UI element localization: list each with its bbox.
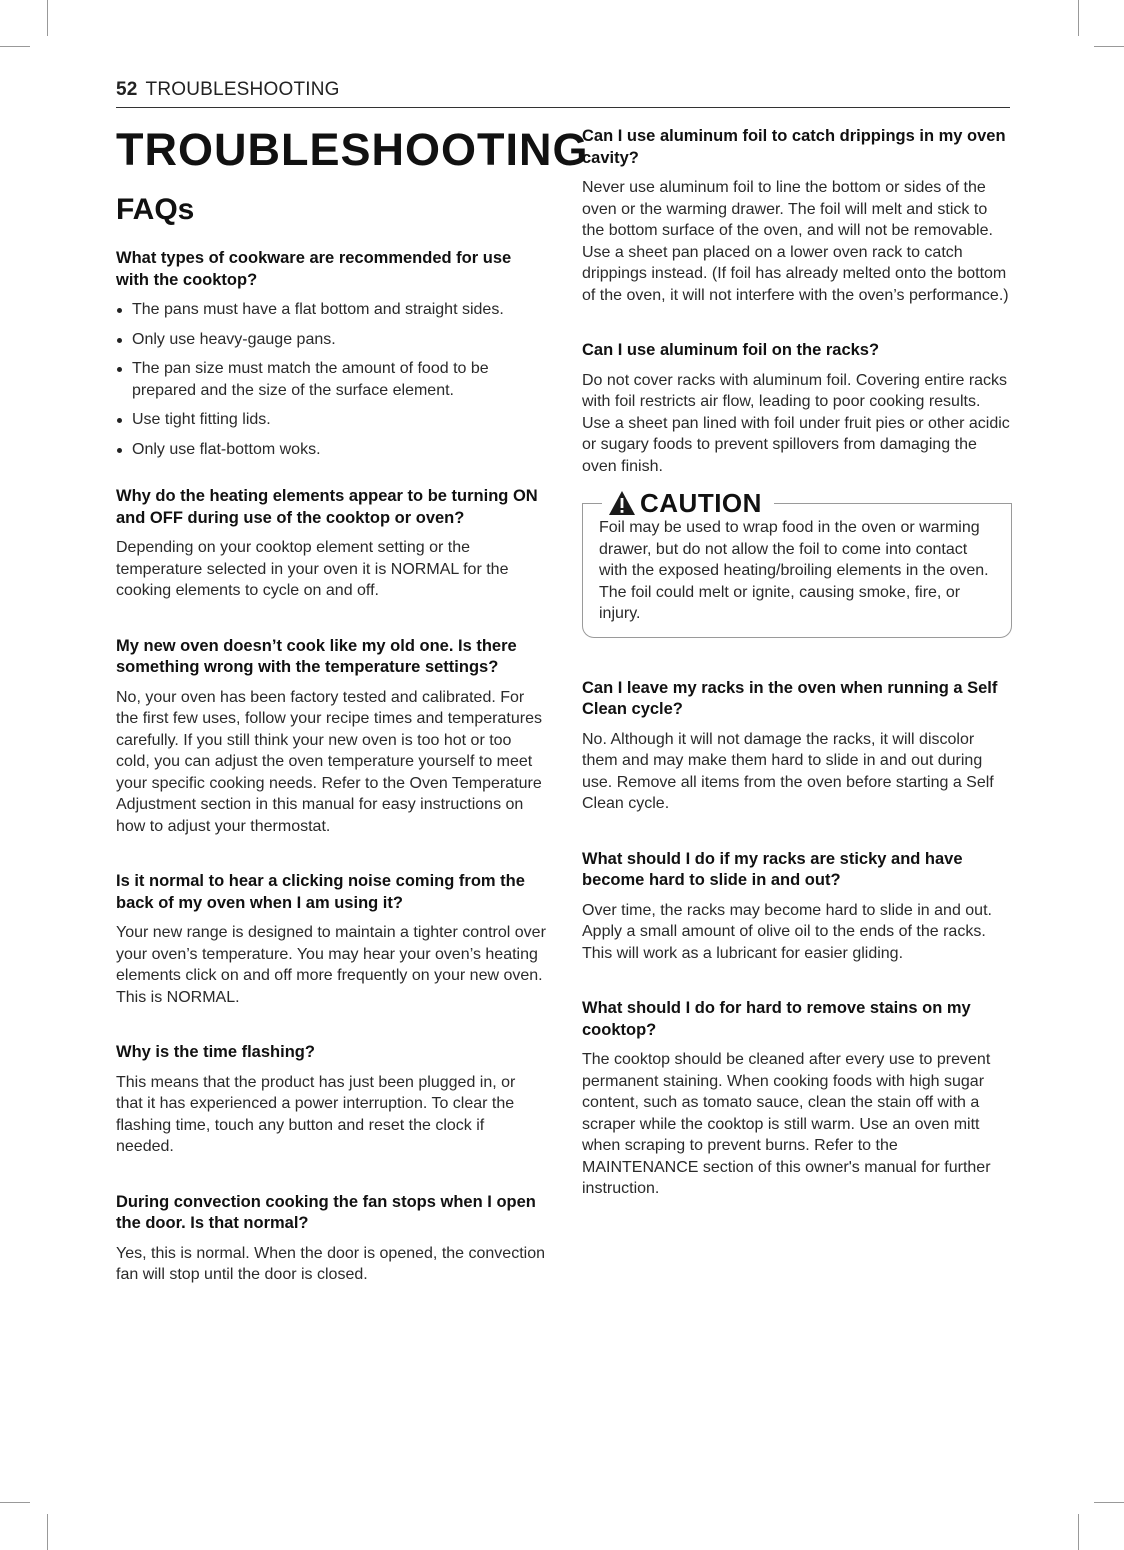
caution-header [582,489,1012,517]
faq-answer: Your new range is designed to maintain a tighter control over your oven’s temperature. You may hear your oven’s heating elements click on and off more frequently on your new oven. This is NORMAL. [116,924,546,1006]
crop-mark [47,1514,48,1550]
divider [774,503,1012,504]
crop-mark [47,0,48,36]
crop-mark [1094,46,1124,47]
faq-heating-elements [116,486,546,602]
faq-question: Can I use aluminum foil to catch drippings in my oven cavity? [582,127,1006,167]
page-number: 52 [116,79,138,100]
faq-time-flashing [116,1042,546,1158]
crop-mark [0,1502,30,1503]
faq-question: Why is the time flashing? [116,1043,315,1061]
divider [582,503,602,504]
faq-answer: No. Although it will not damage the racks, it will discolor them and may make them hard to slide in and out during use. Remove all items from the oven before starting a Self Clean cycle. [582,730,994,812]
section-title: FAQs [116,193,195,226]
faq-cookware [116,248,546,460]
faq-cooktop-stains [582,998,1012,1200]
faq-answer: This means that the product has just been plugged in, or that it has experienced a power interruption. To clear the flashing time, touch any button and reset the clock if needed. [116,1073,516,1155]
left-column [116,124,589,1286]
faq-new-oven [116,636,546,838]
faq-question: What should I do for hard to remove stains on my cooktop? [582,999,971,1039]
crop-mark [1078,1514,1079,1550]
faq-clicking-noise [116,871,546,1008]
list-item: Only use flat-bottom woks. [116,439,546,461]
crop-mark [0,46,30,47]
faq-question: What should I do if my racks are sticky and have become hard to slide in and out? [582,849,963,889]
faq-question: Is it normal to hear a clicking noise coming from the back of my oven when I am using it? [116,872,525,912]
right-column [582,126,1012,1200]
faq-answer: Yes, this is normal. When the door is opened, the convection fan will stop until the door is closed. [116,1244,545,1283]
faq-question: Can I leave my racks in the oven when running a Self Clean cycle? [582,678,998,718]
list-item: Use tight fitting lids. [116,409,546,431]
faq-convection-fan [116,1192,546,1286]
faq-answer: Over time, the racks may become hard to slide in and out. Apply a small amount of olive oil to the ends of the racks. This will work as a lubricant for easier gliding. [582,901,992,962]
faq-question: Can I use aluminum foil on the racks? [582,341,880,359]
crop-mark [1094,1502,1124,1503]
faq-answer: Never use aluminum foil to line the bottom or sides of the oven or the warming drawer. The foil will melt and stick to the bottom surface of the oven, and will not be removable. Use a sheet pan placed on a lower oven rack to catch drippings instead. (If foil has already melted onto the bottom of the oven, it will not interfere with the oven’s performance.) [582,179,1009,304]
faq-foil-drippings [582,126,1012,306]
faq-self-clean-racks [582,678,1012,815]
faq-question: What types of cookware are recommended for use with the cooktop? [116,249,512,289]
caution-box [582,487,1012,638]
list-item: The pan size must match the amount of food to be prepared and the size of the surface element. [116,358,546,401]
faq-bullet-list [116,299,546,460]
faq-question: During convection cooking the fan stops when I open the door. Is that normal? [116,1192,536,1232]
faq-answer: Do not cover racks with aluminum foil. Covering entire racks with foil restricts air flow, leading to poor cooking results. Use a sheet pan lined with foil under fruit pies or other acidic or sugary foods to prevent spillovers from damaging the oven finish. [582,371,1010,475]
header-section: TROUBLESHOOTING [145,79,340,100]
list-item: The pans must have a flat bottom and straight sides. [116,299,546,321]
caution-text: Foil may be used to wrap food in the oven or warming drawer, but do not allow the foil to come into contact with the exposed heating/broiling elements in the oven. The foil could melt or ignite, causing smoke, fire, or injury. [599,519,989,622]
faq-sticky-racks [582,849,1012,965]
list-item: Only use heavy-gauge pans. [116,329,546,351]
crop-mark [1078,0,1079,36]
caution-label: CAUTION [640,487,762,518]
faq-foil-racks [582,340,1012,477]
page-title: TROUBLESHOOTING [116,124,589,175]
faq-question: My new oven doesn’t cook like my old one. Is there something wrong with the temperature settings? [116,636,517,676]
faq-question: Why do the heating elements appear to be turning ON and OFF during use of the cooktop or oven? [116,487,538,527]
warning-icon [608,490,636,516]
faq-answer: The cooktop should be cleaned after every use to prevent permanent staining. When cooking foods with high sugar content, such as tomato sauce, clean the stain off with a scraper while the cooktop is still warm. Use an oven mitt when scraping to prevent burns. Refer to the MAINTENANCE section of this owner's manual for further instruction. [582,1051,991,1197]
faq-answer: No, your oven has been factory tested and calibrated. For the first few uses, follow your recipe times and temperatures carefully. If you still think your new oven is too hot or too cold, you can adjust the oven temperature yourself to meet your specific cooking needs. Refer to the Oven Temperature Adjustment section in this manual for easy instructions on how to adjust your thermostat. [116,688,542,835]
page-header [116,79,1010,108]
faq-answer: Depending on your cooktop element setting or the temperature selected in your oven it is NORMAL for the cooking elements to cycle on and off. [116,539,509,599]
